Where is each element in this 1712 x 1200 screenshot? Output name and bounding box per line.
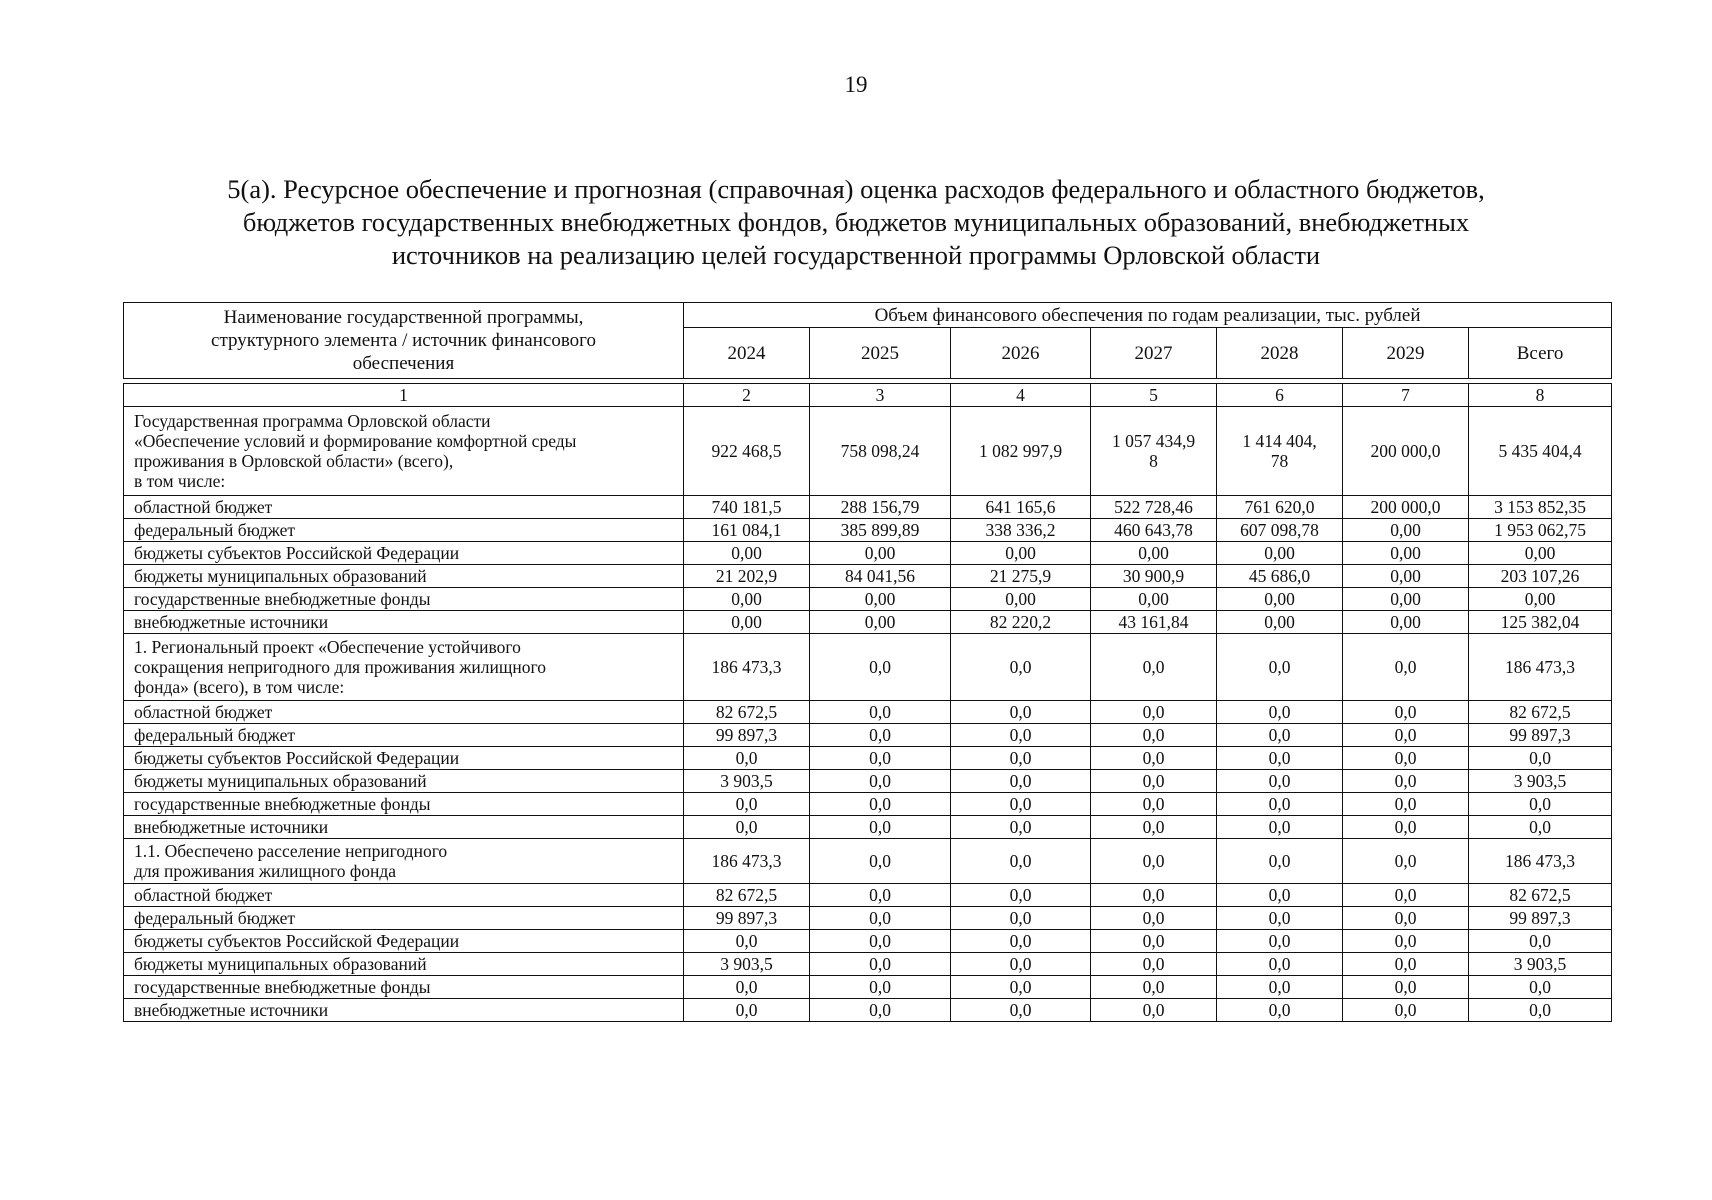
value-cell: 0,0 (1217, 976, 1343, 999)
value-cell: 0,00 (1469, 542, 1612, 565)
table-row (124, 976, 1612, 999)
row-name-line: 1. Региональный проект «Обеспечение устойчивого (134, 637, 521, 657)
row-name-line: «Обеспечение условий и формирование комфортной среды (134, 431, 577, 451)
value-cell: 84 041,56 (810, 565, 951, 588)
value-cell: 43 161,84 (1091, 611, 1217, 634)
column-numbers-row (124, 384, 1612, 407)
value-cell: 460 643,78 (1091, 519, 1217, 542)
row-name-line: проживания в Орловской области» (всего), (134, 451, 454, 471)
row-name-cell (124, 407, 684, 496)
value-cell: 82 672,5 (684, 701, 810, 724)
table-row (124, 839, 1612, 884)
value-cell: 740 181,5 (684, 496, 810, 519)
value-cell: 3 903,5 (684, 953, 810, 976)
value-cell: 758 098,24 (810, 407, 951, 496)
value-cell: 0,00 (1343, 519, 1469, 542)
value-cell: 0,0 (1091, 976, 1217, 999)
row-name-line: областной бюджет (134, 702, 273, 722)
value-cell: 0,0 (810, 976, 951, 999)
funding-table (123, 302, 1612, 1022)
value-cell: 0,0 (684, 793, 810, 816)
value-cell: 82 672,5 (684, 884, 810, 907)
header-name-line-3: обеспечения (352, 353, 455, 374)
header-year-2028: 2028 (1217, 328, 1343, 379)
value-cell: 0,0 (951, 930, 1091, 953)
row-name-line: Государственная программа Орловской области (134, 411, 491, 431)
value-cell: 0,0 (684, 999, 810, 1022)
value-cell: 288 156,79 (810, 496, 951, 519)
funding-table-container (123, 302, 1611, 1022)
value-cell: 0,0 (1217, 634, 1343, 701)
value-cell: 0,0 (810, 793, 951, 816)
value-cell: 0,0 (1217, 747, 1343, 770)
value-cell: 45 686,0 (1217, 565, 1343, 588)
value-cell: 0,00 (951, 588, 1091, 611)
table-row (124, 634, 1612, 701)
value-cell: 0,0 (1343, 839, 1469, 884)
column-number: 7 (1343, 384, 1469, 407)
value-cell: 0,0 (1469, 999, 1612, 1022)
value-cell: 0,0 (1217, 999, 1343, 1022)
value-cell: 0,0 (810, 907, 951, 930)
column-number: 1 (124, 384, 684, 407)
row-name-cell (124, 884, 684, 907)
value-cell: 522 728,46 (1091, 496, 1217, 519)
value-cell: 82 672,5 (1469, 701, 1612, 724)
row-name-cell (124, 634, 684, 701)
table-header-row (124, 303, 1612, 328)
value-cell: 30 900,9 (1091, 565, 1217, 588)
table-row (124, 793, 1612, 816)
value-cell: 3 903,5 (684, 770, 810, 793)
value-cell: 0,00 (1343, 542, 1469, 565)
value-cell: 0,0 (810, 953, 951, 976)
value-cell: 0,0 (1091, 747, 1217, 770)
value-cell: 0,0 (1217, 839, 1343, 884)
row-name-cell (124, 542, 684, 565)
value-cell: 0,0 (1091, 884, 1217, 907)
row-name-line: фонда» (всего), в том числе: (134, 677, 345, 697)
value-cell: 0,00 (684, 542, 810, 565)
title-line-3: источников на реализацию целей государственной программы Орловской области (391, 240, 1321, 270)
value-cell: 641 165,6 (951, 496, 1091, 519)
row-name-line: для проживания жилищного фонда (134, 861, 397, 881)
value-cell: 0,0 (1091, 793, 1217, 816)
header-year-2024: 2024 (684, 328, 810, 379)
header-year-2026: 2026 (951, 328, 1091, 379)
value-cell: 0,00 (1343, 588, 1469, 611)
header-total: Всего (1469, 328, 1612, 379)
value-cell: 186 473,3 (684, 839, 810, 884)
value-cell: 0,0 (1217, 770, 1343, 793)
value-cell: 0,0 (1217, 884, 1343, 907)
table-row (124, 747, 1612, 770)
page-number: 19 (844, 72, 868, 97)
value-cell: 0,0 (951, 701, 1091, 724)
row-name-line: областной бюджет (134, 885, 273, 905)
value-cell: 0,00 (1217, 542, 1343, 565)
header-name-cell (124, 303, 684, 379)
column-number: 4 (951, 384, 1091, 407)
row-name-line: федеральный бюджет (134, 725, 296, 745)
value-cell: 0,0 (951, 634, 1091, 701)
value-cell: 0,0 (810, 634, 951, 701)
value-cell: 203 107,26 (1469, 565, 1612, 588)
value-cell: 0,00 (1469, 588, 1612, 611)
value-cell: 0,0 (1217, 724, 1343, 747)
value-cell: 1 082 997,9 (951, 407, 1091, 496)
table-row (124, 724, 1612, 747)
header-year-2029: 2029 (1343, 328, 1469, 379)
value-cell: 0,0 (1091, 953, 1217, 976)
row-name-line: внебюджетные источники (134, 1000, 329, 1020)
value-cell: 0,0 (951, 907, 1091, 930)
value-cell: 0,0 (810, 701, 951, 724)
table-row (124, 496, 1612, 519)
row-name-cell (124, 724, 684, 747)
row-name-line: государственные внебюджетные фонды (134, 977, 431, 997)
row-name-cell (124, 588, 684, 611)
value-cell: 0,0 (810, 999, 951, 1022)
value-cell: 0,00 (684, 588, 810, 611)
value-cell: 0,0 (1091, 839, 1217, 884)
row-name-cell (124, 953, 684, 976)
value-cell: 3 153 852,35 (1469, 496, 1612, 519)
value-cell: 0,0 (810, 839, 951, 884)
value-cell: 0,0 (810, 747, 951, 770)
value-cell: 0,0 (951, 793, 1091, 816)
value-cell: 0,0 (951, 839, 1091, 884)
row-name-cell (124, 930, 684, 953)
row-name-line: сокращения непригодного для проживания жилищного (134, 657, 546, 677)
document-title (150, 173, 1562, 272)
value-cell: 0,0 (1217, 907, 1343, 930)
value-cell: 0,0 (951, 747, 1091, 770)
column-number: 3 (810, 384, 951, 407)
row-name-line: областной бюджет (134, 497, 273, 517)
value-cell: 0,00 (1343, 611, 1469, 634)
table-row (124, 884, 1612, 907)
value-cell: 0,00 (951, 542, 1091, 565)
value-cell: 186 473,3 (684, 634, 810, 701)
value-cell: 0,0 (951, 953, 1091, 976)
value-cell: 0,0 (1343, 816, 1469, 839)
value-cell: 0,0 (1091, 999, 1217, 1022)
header-group-cell: Объем финансового обеспечения по годам реализации, тыс. рублей (684, 303, 1612, 328)
table-row (124, 588, 1612, 611)
value-cell: 186 473,3 (1469, 634, 1612, 701)
value-cell: 0,0 (1217, 930, 1343, 953)
value-cell: 1 057 434,9 8 (1091, 407, 1217, 496)
row-name-cell (124, 839, 684, 884)
value-cell: 0,0 (1217, 816, 1343, 839)
value-cell: 125 382,04 (1469, 611, 1612, 634)
value-cell: 99 897,3 (1469, 907, 1612, 930)
table-row (124, 565, 1612, 588)
row-name-cell (124, 907, 684, 930)
value-cell: 21 275,9 (951, 565, 1091, 588)
row-name-line: бюджеты муниципальных образований (134, 954, 427, 974)
value-cell: 0,0 (1343, 724, 1469, 747)
value-cell: 0,0 (951, 884, 1091, 907)
value-cell: 0,00 (810, 588, 951, 611)
value-cell: 99 897,3 (684, 907, 810, 930)
header-name-line-2: структурного элемента / источник финансового (211, 330, 596, 351)
value-cell: 1 414 404, 78 (1217, 407, 1343, 496)
value-cell: 0,0 (951, 770, 1091, 793)
value-cell: 0,0 (1343, 930, 1469, 953)
value-cell: 0,00 (810, 542, 951, 565)
value-cell: 761 620,0 (1217, 496, 1343, 519)
value-cell: 0,0 (1091, 770, 1217, 793)
value-cell: 0,0 (684, 930, 810, 953)
value-cell: 186 473,3 (1469, 839, 1612, 884)
value-cell: 0,0 (810, 816, 951, 839)
value-cell: 0,0 (810, 884, 951, 907)
value-cell: 0,0 (1343, 953, 1469, 976)
value-cell: 0,0 (1343, 999, 1469, 1022)
value-cell: 0,0 (951, 999, 1091, 1022)
table-row (124, 953, 1612, 976)
value-cell: 0,0 (1343, 634, 1469, 701)
value-cell: 0,00 (1091, 542, 1217, 565)
value-cell: 0,0 (1217, 701, 1343, 724)
value-cell: 0,0 (951, 724, 1091, 747)
value-cell: 0,0 (810, 930, 951, 953)
row-name-line: федеральный бюджет (134, 520, 296, 540)
table-row (124, 407, 1612, 496)
value-cell: 0,0 (684, 816, 810, 839)
row-name-line: бюджеты муниципальных образований (134, 771, 427, 791)
value-cell: 0,0 (684, 747, 810, 770)
value-cell: 161 084,1 (684, 519, 810, 542)
value-cell: 0,0 (1343, 701, 1469, 724)
header-year-2025: 2025 (810, 328, 951, 379)
value-cell: 0,00 (1091, 588, 1217, 611)
value-cell: 0,0 (1469, 976, 1612, 999)
value-cell: 5 435 404,4 (1469, 407, 1612, 496)
value-cell: 0,0 (1343, 884, 1469, 907)
value-cell: 3 903,5 (1469, 770, 1612, 793)
table-row (124, 542, 1612, 565)
column-number: 8 (1469, 384, 1612, 407)
row-name-cell (124, 976, 684, 999)
header-name-line-1: Наименование государственной программы, (223, 307, 584, 328)
row-name-line: федеральный бюджет (134, 908, 296, 928)
value-cell: 0,0 (684, 976, 810, 999)
row-name-cell (124, 816, 684, 839)
value-cell: 0,0 (1343, 793, 1469, 816)
value-cell: 0,0 (810, 724, 951, 747)
value-cell: 338 336,2 (951, 519, 1091, 542)
value-cell: 0,0 (951, 976, 1091, 999)
value-cell: 1 953 062,75 (1469, 519, 1612, 542)
value-cell: 0,0 (1343, 976, 1469, 999)
value-cell: 0,00 (1217, 611, 1343, 634)
row-name-line: в том числе: (134, 471, 226, 491)
table-row (124, 999, 1612, 1022)
row-name-cell (124, 999, 684, 1022)
row-name-cell (124, 611, 684, 634)
row-name-cell (124, 747, 684, 770)
value-cell: 0,00 (810, 611, 951, 634)
row-name-cell (124, 519, 684, 542)
table-row (124, 907, 1612, 930)
value-cell: 0,0 (1469, 793, 1612, 816)
value-cell: 0,0 (1091, 907, 1217, 930)
header-year-2027: 2027 (1091, 328, 1217, 379)
row-name-line: бюджеты субъектов Российской Федерации (134, 931, 460, 951)
value-cell: 0,0 (1091, 724, 1217, 747)
row-name-line: 1.1. Обеспечено расселение непригодного (134, 841, 448, 861)
row-name-cell (124, 793, 684, 816)
table-row (124, 701, 1612, 724)
value-cell: 82 672,5 (1469, 884, 1612, 907)
table-row (124, 816, 1612, 839)
table-row (124, 770, 1612, 793)
value-cell: 0,0 (1469, 747, 1612, 770)
value-cell: 922 468,5 (684, 407, 810, 496)
value-cell: 0,0 (1217, 953, 1343, 976)
value-cell: 0,0 (1343, 907, 1469, 930)
title-line-2: бюджетов государственных внебюджетных фондов, бюджетов муниципальных образований, внебюджетных (242, 207, 1470, 237)
row-name-cell (124, 565, 684, 588)
value-cell: 0,0 (1217, 793, 1343, 816)
column-number: 5 (1091, 384, 1217, 407)
row-name-line: внебюджетные источники (134, 612, 329, 632)
column-number: 6 (1217, 384, 1343, 407)
value-cell: 82 220,2 (951, 611, 1091, 634)
value-cell: 0,0 (1469, 816, 1612, 839)
value-cell: 0,0 (1091, 816, 1217, 839)
value-cell: 21 202,9 (684, 565, 810, 588)
value-cell: 0,0 (1343, 770, 1469, 793)
table-row (124, 611, 1612, 634)
value-cell: 200 000,0 (1343, 496, 1469, 519)
table-row (124, 930, 1612, 953)
row-name-line: государственные внебюджетные фонды (134, 794, 431, 814)
value-cell: 0,0 (1343, 747, 1469, 770)
value-cell: 0,00 (1217, 588, 1343, 611)
value-cell: 0,0 (951, 816, 1091, 839)
value-cell: 99 897,3 (1469, 724, 1612, 747)
row-name-cell (124, 770, 684, 793)
title-line-1: 5(а). Ресурсное обеспечение и прогнозная (справочная) оценка расходов федерального и областного бюджетов, (227, 174, 1485, 204)
column-number: 2 (684, 384, 810, 407)
row-name-line: бюджеты муниципальных образований (134, 566, 427, 586)
value-cell: 385 899,89 (810, 519, 951, 542)
row-name-line: бюджеты субъектов Российской Федерации (134, 543, 460, 563)
value-cell: 0,0 (1091, 701, 1217, 724)
row-name-cell (124, 701, 684, 724)
row-name-line: внебюджетные источники (134, 817, 329, 837)
row-name-line: бюджеты субъектов Российской Федерации (134, 748, 460, 768)
value-cell: 607 098,78 (1217, 519, 1343, 542)
value-cell: 0,0 (1469, 930, 1612, 953)
value-cell: 0,00 (1343, 565, 1469, 588)
value-cell: 3 903,5 (1469, 953, 1612, 976)
value-cell: 0,0 (1091, 634, 1217, 701)
value-cell: 0,00 (684, 611, 810, 634)
value-cell: 0,0 (1091, 930, 1217, 953)
row-name-line: государственные внебюджетные фонды (134, 589, 431, 609)
value-cell: 200 000,0 (1343, 407, 1469, 496)
table-row (124, 519, 1612, 542)
value-cell: 99 897,3 (684, 724, 810, 747)
value-cell: 0,0 (810, 770, 951, 793)
row-name-cell (124, 496, 684, 519)
